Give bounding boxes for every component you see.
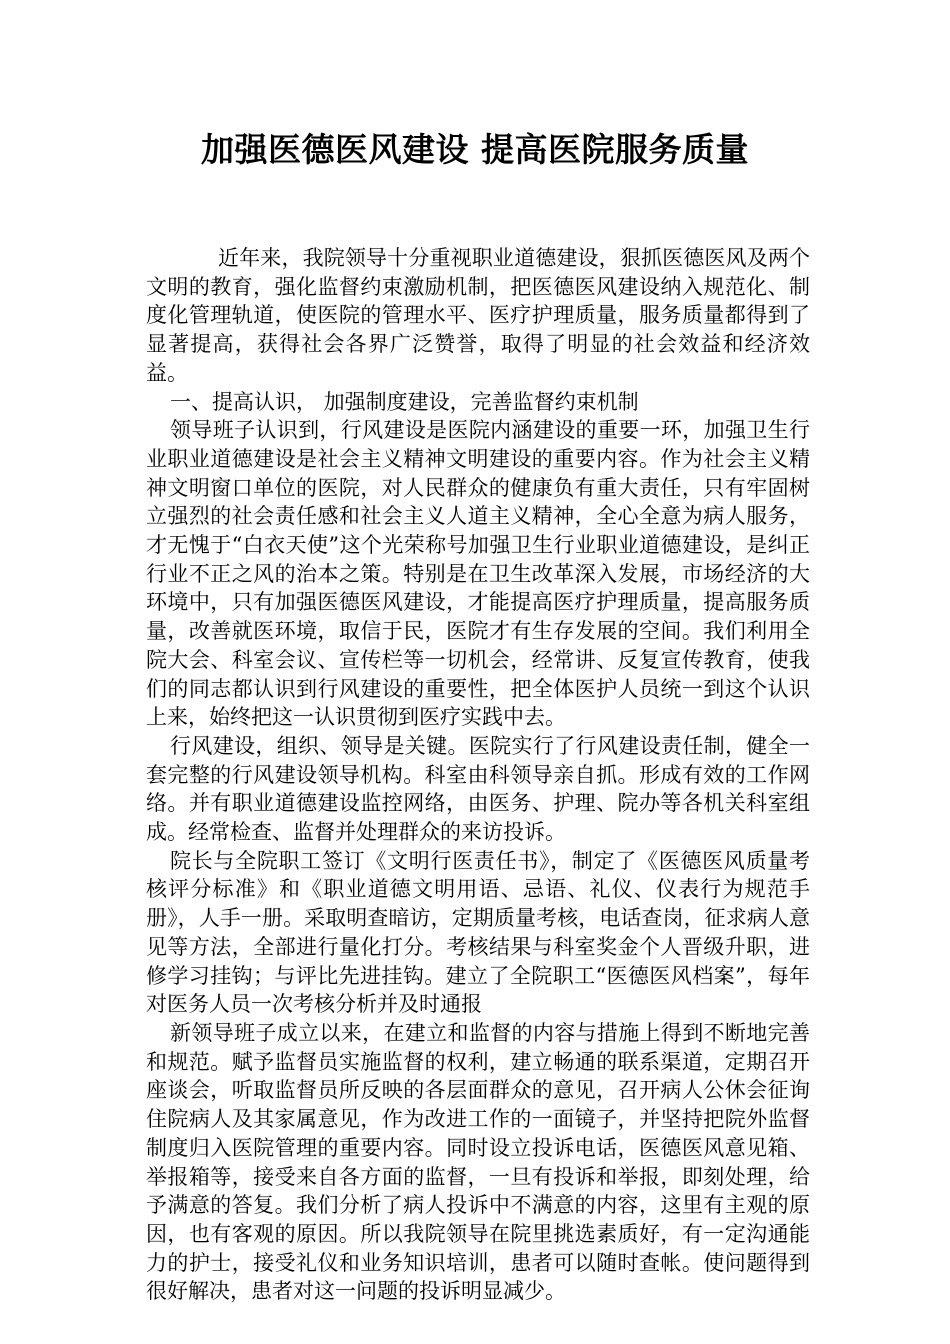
section-heading: 一、提高认识， 加强制度建设，完善监督约束机制 (170, 389, 639, 414)
paragraph: 院长与全院职工签订《文明行医责任书》，制定了《医德医风质量考核评分标准》和《职业道德文明用语、忌语、礼仪、仪表行为规范手册》，人手一册。采取明查暗访，定期质量考核，电话查岗，征求病人意见等方法，全部进行量化打分。考核结果与科室奖金个人晋级升职，进修学习挂钩；与评比先进挂钩。建立了全院职工“医德医风档案”，每年对医务人员一次考核分析并及时通报 (146, 848, 810, 1017)
paragraph: 领导班子认识到，行风建设是医院内涵建设的重要一环，加强卫生行业职业道德建设是社会主义精神文明建设的重要内容。作为社会主义精神文明窗口单位的医院，对人民群众的健康负有重大责任，只有牢固树立强烈的社会责任感和社会主义人道主义精神，全心全意为病人服务，才无愧于“白衣天使”这个光荣称号加强卫生行业职业道德建设，是纠正行业不正之风的治本之策。特别是在卫生改革深入发展，市场经济的大环境中，只有加强医德医风建设，才能提高医疗护理质量，提高服务质量，改善就医环境，取信于民，医院才有生存发展的空间。我们利用全院大会、科室会议、宣传栏等一切机会，经常讲、反复宣传教育，使我们的同志都认识到行风建设的重要性，把全体医护人员统一到这个认识上来，始终把这一认识贯彻到医疗实践中去。 (146, 418, 810, 730)
document-title: 加强医德医风建设 提高医院服务质量 (201, 130, 749, 169)
paragraph: 新领导班子成立以来，在建立和监督的内容与措施上得到不断地完善和规范。赋予监督员实施监督的权利，建立畅通的联系渠道，定期召开座谈会，听取监督员所反映的各层面群众的意见，召开病人公休会征询住院病人及其家属意见，作为改进工作的一面镜子，并坚持把院外监督制度归入医院管理的重要内容。同时设立投诉电话，医德医风意见箱、举报箱等，接受来自各方面的监督，一旦有投诉和举报，即刻处理，给予满意的答复。我们分析了病人投诉中不满意的内容，这里有主观的原因，也有客观的原因。所以我院领导在院里挑选素质好，有一定沟通能力的护士，接受礼仪和业务知识培训，患者可以随时查帐。使问题得到很好解决，患者对这一问题的投诉明显减少。 (146, 1020, 810, 1304)
document-body (146, 244, 810, 1306)
paragraph-intro: 近年来，我院领导十分重视职业道德建设，狠抓医德医风及两个文明的教育，强化监督约束激励机制，把医德医风建设纳入规范化、制度化管理轨道，使医院的管理水平、医疗护理质量，服务质量都得到了显著提高，获得社会各界广泛赞誉，取得了明显的社会效益和经济效益。 (146, 246, 810, 385)
paragraph: 行风建设，组织、领导是关键。医院实行了行风建设责任制，健全一套完整的行风建设领导机构。科室由科领导亲自抓。形成有效的工作网络。并有职业道德建设监控网络，由医务、护理、院办等各机关科室组成。经常检查、监督并处理群众的来访投诉。 (146, 733, 810, 845)
